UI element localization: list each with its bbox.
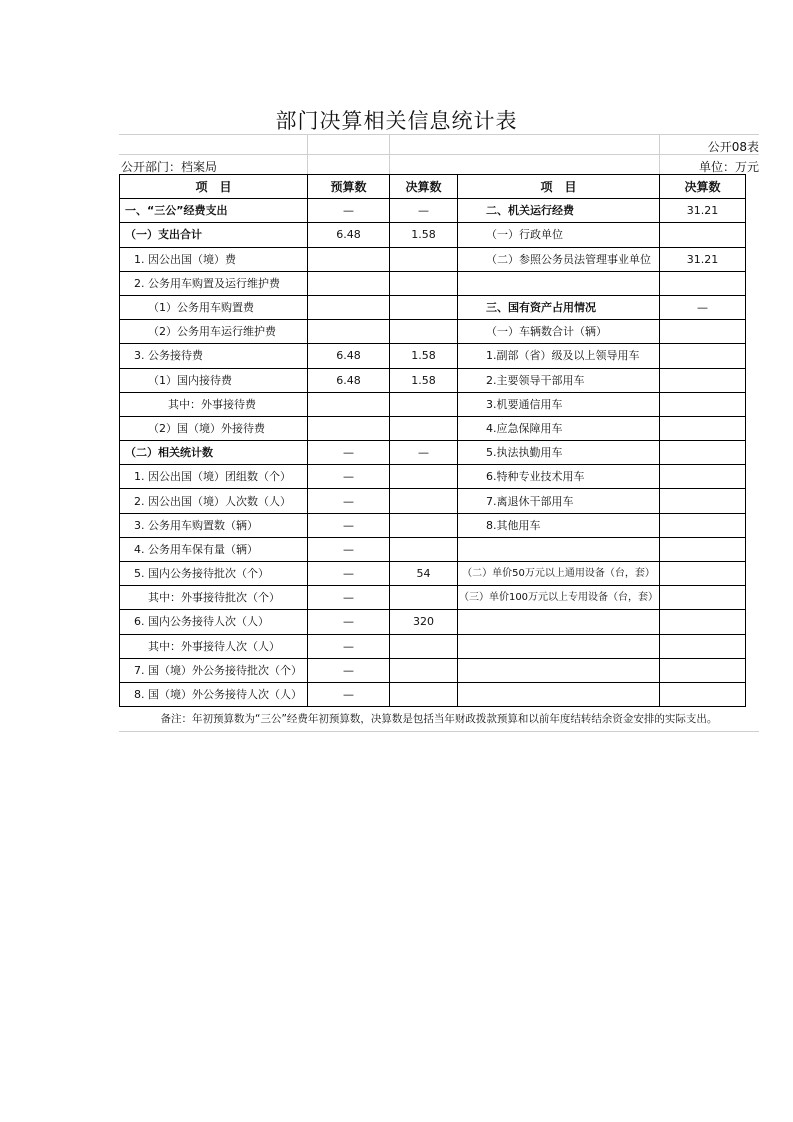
budget-cell xyxy=(308,392,390,416)
row-label: 8. 国（境）外公务接待人次（人） xyxy=(120,682,308,706)
budget-cell: — xyxy=(308,658,390,682)
right-value xyxy=(660,368,746,392)
row-label: 5. 国内公务接待批次（个） xyxy=(120,562,308,586)
right-value xyxy=(660,392,746,416)
right-label xyxy=(458,658,660,682)
budget-cell: — xyxy=(308,586,390,610)
budget-cell: — xyxy=(308,489,390,513)
final-cell: 54 xyxy=(390,562,458,586)
right-label: （一）行政单位 xyxy=(458,223,660,247)
table-row xyxy=(120,320,746,344)
divider xyxy=(119,134,759,135)
right-value xyxy=(660,344,746,368)
row-label: （二）相关统计数 xyxy=(120,441,308,465)
budget-cell: — xyxy=(308,441,390,465)
form-number: 公开08表 xyxy=(707,140,759,154)
right-label: （二）参照公务员法管理事业单位 xyxy=(458,247,660,271)
right-label: （二）单价50万元以上通用设备（台，套） xyxy=(458,562,660,586)
right-label: 二、机关运行经费 xyxy=(458,199,660,223)
row-label: 其中：外事接待费 xyxy=(120,392,308,416)
right-value xyxy=(660,416,746,440)
budget-cell: — xyxy=(308,634,390,658)
page-title: 部门决算相关信息统计表 xyxy=(275,109,518,133)
table-header-row xyxy=(120,175,746,199)
right-value xyxy=(660,682,746,706)
budget-cell: 6.48 xyxy=(308,344,390,368)
table-row xyxy=(120,271,746,295)
header-budget: 预算数 xyxy=(308,175,390,199)
final-cell: 1.58 xyxy=(390,368,458,392)
right-label: 7.离退休干部用车 xyxy=(458,489,660,513)
header-final-right: 决算数 xyxy=(660,175,746,199)
row-label: 2. 公务用车购置及运行维护费 xyxy=(120,271,308,295)
right-label xyxy=(458,682,660,706)
final-cell: 1.58 xyxy=(390,223,458,247)
divider xyxy=(119,731,759,732)
table-row xyxy=(120,489,746,513)
budget-cell: — xyxy=(308,537,390,561)
final-cell xyxy=(390,465,458,489)
table-row xyxy=(120,416,746,440)
divider xyxy=(307,134,308,174)
right-label xyxy=(458,271,660,295)
row-label: 一、“三公”经费支出 xyxy=(120,199,308,223)
header-item: 项 目 xyxy=(120,175,308,199)
row-label: （1）公务用车购置费 xyxy=(120,295,308,319)
header-item-right: 项 目 xyxy=(458,175,660,199)
right-label xyxy=(458,634,660,658)
right-value xyxy=(660,513,746,537)
right-label: （三）单价100万元以上专用设备（台，套） xyxy=(458,586,660,610)
divider xyxy=(659,134,660,174)
row-label: 1. 因公出国（境）团组数（个） xyxy=(120,465,308,489)
table-row xyxy=(120,368,746,392)
budget-cell: 6.48 xyxy=(308,223,390,247)
table-row xyxy=(120,658,746,682)
table-row xyxy=(120,586,746,610)
table-row xyxy=(120,199,746,223)
footnote: 备注：年初预算数为“三公”经费年初预算数，决算数是包括当年财政拨款预算和以前年度结转结余资金安排的实际支出。 xyxy=(160,713,718,725)
final-cell: — xyxy=(390,199,458,223)
row-label: 其中：外事接待人次（人） xyxy=(120,634,308,658)
final-cell xyxy=(390,537,458,561)
row-label: 3. 公务接待费 xyxy=(120,344,308,368)
right-label: 5.执法执勤用车 xyxy=(458,441,660,465)
final-cell xyxy=(390,658,458,682)
row-label: 7. 国（境）外公务接待批次（个） xyxy=(120,658,308,682)
budget-cell: — xyxy=(308,682,390,706)
right-value xyxy=(660,320,746,344)
final-cell xyxy=(390,295,458,319)
budget-cell xyxy=(308,416,390,440)
statistics-table xyxy=(119,174,746,707)
right-value xyxy=(660,586,746,610)
table-row xyxy=(120,610,746,634)
final-cell: — xyxy=(390,441,458,465)
table-row xyxy=(120,295,746,319)
final-cell xyxy=(390,271,458,295)
budget-cell xyxy=(308,295,390,319)
budget-cell xyxy=(308,247,390,271)
table-row xyxy=(120,441,746,465)
budget-cell: — xyxy=(308,610,390,634)
table-row xyxy=(120,537,746,561)
final-cell: 1.58 xyxy=(390,344,458,368)
right-value: — xyxy=(660,295,746,319)
right-label: 6.特种专业技术用车 xyxy=(458,465,660,489)
right-value xyxy=(660,634,746,658)
right-value xyxy=(660,658,746,682)
divider xyxy=(389,134,390,174)
table-row xyxy=(120,392,746,416)
final-cell: 320 xyxy=(390,610,458,634)
row-label: 其中：外事接待批次（个） xyxy=(120,586,308,610)
table-row xyxy=(120,247,746,271)
right-label: 三、国有资产占用情况 xyxy=(458,295,660,319)
row-label: （一）支出合计 xyxy=(120,223,308,247)
header-final: 决算数 xyxy=(390,175,458,199)
budget-cell: 6.48 xyxy=(308,368,390,392)
final-cell xyxy=(390,586,458,610)
right-label: 3.机要通信用车 xyxy=(458,392,660,416)
final-cell xyxy=(390,392,458,416)
right-value xyxy=(660,610,746,634)
final-cell xyxy=(390,634,458,658)
row-label: 4. 公务用车保有量（辆） xyxy=(120,537,308,561)
department-label: 公开部门：档案局 xyxy=(121,160,218,174)
budget-cell: — xyxy=(308,465,390,489)
right-label xyxy=(458,610,660,634)
divider xyxy=(119,154,759,155)
budget-cell xyxy=(308,320,390,344)
row-label: （2）国（境）外接待费 xyxy=(120,416,308,440)
right-value xyxy=(660,441,746,465)
row-label: 6. 国内公务接待人次（人） xyxy=(120,610,308,634)
row-label: 1. 因公出国（境）费 xyxy=(120,247,308,271)
budget-cell: — xyxy=(308,562,390,586)
right-value xyxy=(660,537,746,561)
budget-cell: — xyxy=(308,199,390,223)
row-label: （1）国内接待费 xyxy=(120,368,308,392)
right-value xyxy=(660,465,746,489)
right-value xyxy=(660,271,746,295)
right-label xyxy=(458,537,660,561)
table-row xyxy=(120,562,746,586)
table-row xyxy=(120,344,746,368)
right-label: 2.主要领导干部用车 xyxy=(458,368,660,392)
final-cell xyxy=(390,513,458,537)
right-value: 31.21 xyxy=(660,199,746,223)
table-row xyxy=(120,682,746,706)
right-value xyxy=(660,223,746,247)
row-label: 2. 因公出国（境）人次数（人） xyxy=(120,489,308,513)
right-value xyxy=(660,562,746,586)
final-cell xyxy=(390,489,458,513)
right-value xyxy=(660,489,746,513)
table-row xyxy=(120,223,746,247)
table-row xyxy=(120,634,746,658)
table-row xyxy=(120,513,746,537)
row-label: （2）公务用车运行维护费 xyxy=(120,320,308,344)
right-value: 31.21 xyxy=(660,247,746,271)
budget-cell xyxy=(308,271,390,295)
unit-label: 单位：万元 xyxy=(698,160,759,174)
table-row xyxy=(120,465,746,489)
right-label: 4.应急保障用车 xyxy=(458,416,660,440)
final-cell xyxy=(390,247,458,271)
row-label: 3. 公务用车购置数（辆） xyxy=(120,513,308,537)
right-label: 1.副部（省）级及以上领导用车 xyxy=(458,344,660,368)
final-cell xyxy=(390,682,458,706)
right-label: （一）车辆数合计（辆） xyxy=(458,320,660,344)
budget-cell: — xyxy=(308,513,390,537)
final-cell xyxy=(390,320,458,344)
final-cell xyxy=(390,416,458,440)
right-label: 8.其他用车 xyxy=(458,513,660,537)
